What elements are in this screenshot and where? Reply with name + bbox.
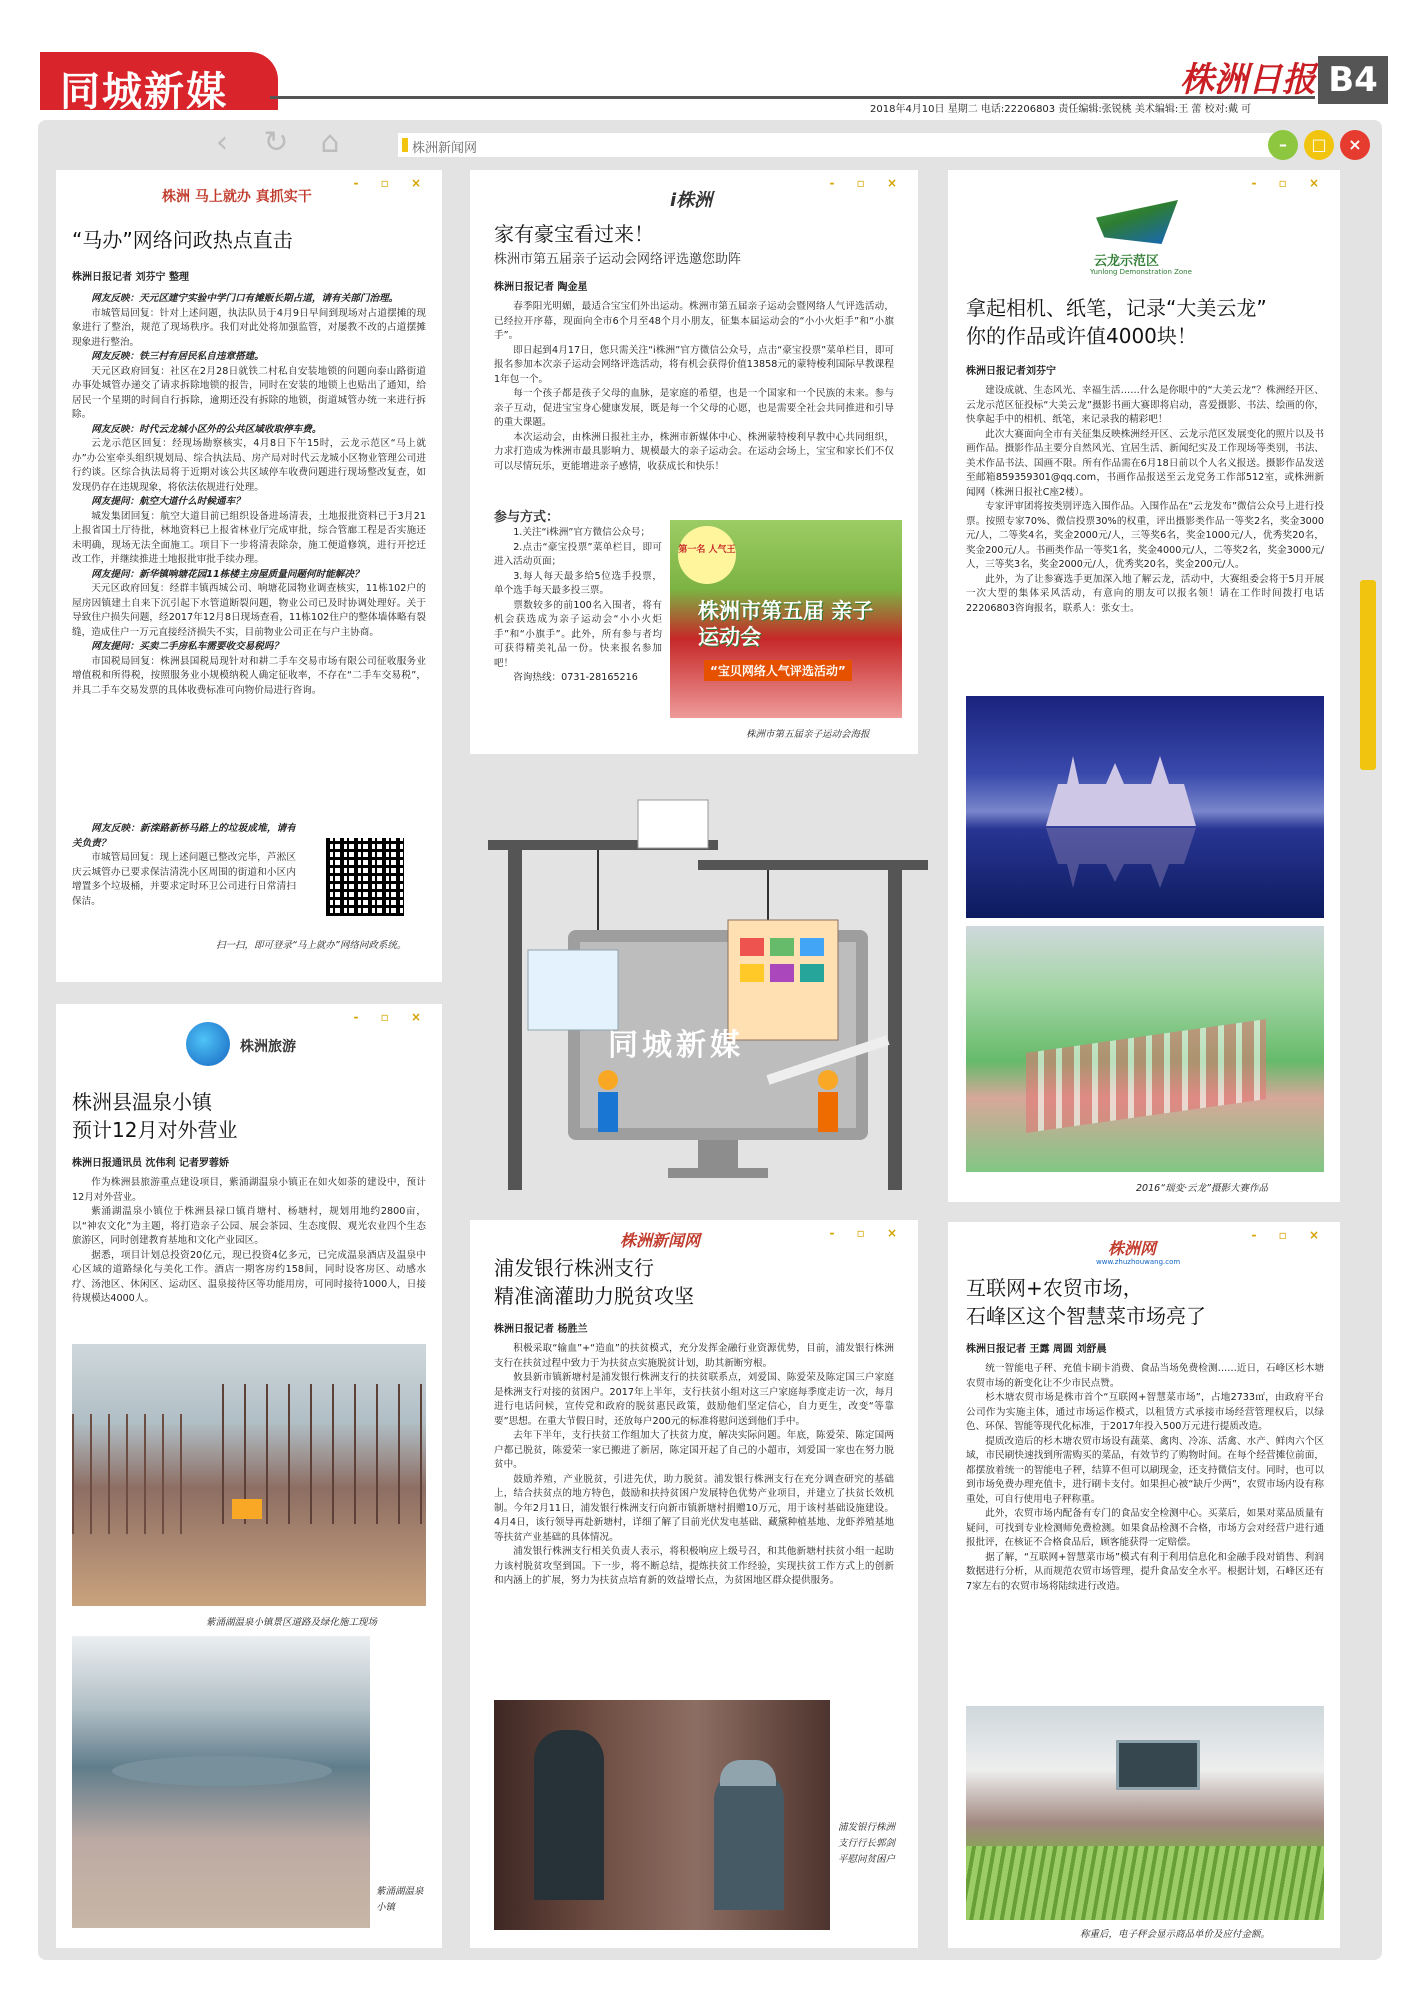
article-wangluo-wenzheng — [56, 170, 442, 982]
article-zhihui-caishichang — [948, 1222, 1340, 1948]
steps-list — [494, 526, 662, 742]
paragraph: 网友反映：天元区建宁实验中学门口有摊贩长期占道，请有关部门治理。 — [91, 293, 399, 304]
paragraph: 此外，为了让参赛选手更加深入地了解云龙，活动中，大赛组委会将于5月开展一次大型的集体采风活动，有意向的朋友可以报名领！请在工作时间拨打电话22206803咨询报名，联系人：张女士。 — [966, 573, 1324, 614]
paragraph: 作为株洲县旅游重点建设项目，紫涌湖温泉小镇正在如火如荼的建设中，预计12月对外营业。 — [72, 1177, 426, 1203]
column-logo: 株洲旅游 — [240, 1039, 296, 1055]
event-poster — [670, 520, 902, 718]
paragraph: 天元区政府回复：经群丰镇西城公司、响塘花园物业调查核实，11栋102户的屋房因镇建土自来下沉引起下水管道断裂问题，物业公司已及时协调处理好。关于导致住户损失问题，经2017年12月8日现场查看，11栋102住户的整体墙体略有裂缝，造成住户一万元直接经济损失不实，目前物业公司正在与户主协商。 — [72, 583, 426, 638]
paragraph: 此外，农贸市场内配备有专门的食品安全检测中心。买菜后，如果对菜品质量有疑问，可找到专业检测师免费检测。如果食品检测不合格，市场方会对经营户进行通报批评，在核证不合格食品后，顾客能获得一定赔偿。 — [966, 1508, 1324, 1548]
paragraph: 市城管局回复：针对上述问题，执法队员于4月9日早间到现场对占道摆摊的现象进行了整治，规范了现场秩序。我们对此处将加强监管，对屡教不改的占道摆摊现象进行整治。 — [72, 307, 426, 348]
column-logo: 株洲新闻网 — [620, 1231, 701, 1250]
paragraph: 据悉，项目计划总投资20亿元，现已投资4亿多元，已完成温泉酒店及温泉中心区域的道路绿化与美化工作。酒店一期客房约158间，同时设客房区、动感水疗、汤池区、休闲区、运动区、温泉接待区等功能用房，可同时接待1000人，日接待规模达4000人。 — [72, 1249, 426, 1304]
column-logo: i株洲 — [670, 190, 713, 211]
article-dameiyunlong — [948, 170, 1340, 1202]
castle-silhouette — [1046, 756, 1196, 826]
article-title-line2: 预计12月对外营业 — [72, 1118, 238, 1142]
article-byline: 株洲日报记者 刘芬宁 整理 — [72, 272, 189, 283]
article-body — [494, 300, 894, 500]
article-title: “马办”网络问政热点直击 — [72, 228, 293, 252]
panel-controls[interactable]: - ▫ × — [353, 1010, 430, 1024]
photo-caption: 浦发银行株洲支行行长郭剑平慰问贫困户 — [838, 1822, 896, 1865]
article-title: 株洲县温泉小镇 — [72, 1090, 212, 1114]
paragraph: 春季阳光明媚，最适合宝宝们外出运动。株洲市第五届亲子运动会暨网络人气评选活动，已经拉开序幕，现面向全市6个月至48个月小朋友，征集本届运动会的“小小火炬手”和“小旗手”。 — [494, 301, 894, 341]
paragraph: 票数较多的前100名入围者，将有机会获选成为亲子运动会“小小火炬手”和“小旗手”。此外，所有参与者均可获得精美礼品一份。快来报名参加吧！ — [494, 599, 662, 669]
globe-icon — [186, 1022, 230, 1066]
home-icon[interactable]: ⌂ — [320, 125, 340, 160]
page-number: B4 — [1318, 56, 1388, 104]
column-logo-en: Yunlong Demonstration Zone — [1090, 268, 1192, 276]
paragraph: 紫涌湖温泉小镇位于株洲县禄口镇肖塘村、杨塘村，规划用地约2800亩，以“神农文化”为主题，将打造亲子公园、展会茶园、生态度假、观光农业四个生态旅游区，同时创建教育基地和文化产业园区。 — [72, 1206, 426, 1246]
paragraph: 2.点击“豪宝投票”菜单栏目，即可进入活动页面； — [494, 541, 662, 567]
paragraph: 市城管局回复：现上述问题已整改完毕，芦淞区庆云城管办已要求保洁清洗小区周围的街道和小区内增置多个垃圾桶，并要求定时环卫公司进行日常清扫保洁。 — [72, 852, 296, 907]
address-indicator — [402, 138, 408, 152]
paragraph: 网友反映：铁三村有居民私自违章搭建。 — [91, 351, 264, 362]
illustration-label: 同城新媒 — [608, 1028, 744, 1063]
article-title: 浦发银行株洲支行 — [494, 1256, 654, 1280]
town-aerial-photo — [966, 926, 1324, 1172]
scale-display — [1116, 1740, 1200, 1790]
crane-right-mast — [888, 870, 902, 1190]
article-byline: 株洲日报记者 杨胜兰 — [494, 1324, 588, 1335]
vegetables — [966, 1846, 1324, 1920]
worker-left — [598, 1070, 618, 1090]
poster-title: 株洲市第五届 亲子运动会 — [698, 599, 874, 649]
column-logo: 株洲网 — [1108, 1239, 1157, 1258]
article-title: 互联网+农贸市场， — [966, 1276, 1143, 1300]
window-card-left — [528, 950, 618, 1030]
article-body — [72, 292, 426, 822]
maximize-button[interactable]: □ — [1304, 130, 1334, 160]
rooftops — [1026, 1019, 1266, 1133]
panel-controls[interactable]: - ▫ × — [1251, 176, 1328, 190]
chevron-left-icon[interactable]: ‹ — [216, 125, 228, 160]
paragraph: 1.关注“i株洲”官方微信公众号； — [513, 527, 651, 538]
article-byline: 株洲日报通讯员 沈伟利 记者罗蓉娇 — [72, 1158, 229, 1169]
poverty-visit-photo — [494, 1700, 830, 1930]
photo-caption: 紫涌湖温泉小镇景区道路及绿化施工现场 — [206, 1617, 378, 1628]
paragraph: 市国税局回复：株洲县国税局现针对和耕二手车交易市场有限公司征收服务业增值税和所得税，按照服务业小规模纳税人确定征收率，不存在“二手车交易税”，并具二手车交易发票的具体收费标准可向物价局进行咨询。 — [72, 655, 426, 696]
article-body-tail — [72, 822, 296, 934]
article-byline: 株洲日报记者刘芬宁 — [966, 366, 1056, 377]
paragraph: 天元区政府回复：社区在2月28日就铁二村私自安装地锁的问题向泰山路街道办事处城管办递交了请求拆除地锁的报告，同时在安装的地锁上也贴出了通知，给居民一个星期的时间自行拆除，逾期还没有拆除的地锁，街道城管办统一来进行拆除。 — [72, 365, 426, 420]
article-byline: 株洲日报记者 王露 周圆 刘舒晨 — [966, 1344, 1107, 1355]
column-logo: 云龙示范区 — [1094, 254, 1160, 269]
article-title: 家有豪宝看过来！ — [494, 222, 654, 246]
market-scale-photo — [966, 1706, 1324, 1920]
paragraph: 提质改造后的杉木塘农贸市场设有蔬菜、禽肉、冷冻、活禽、水产、鲜肉六个区域，市民刷快速找到所需购买的菜品，有效节约了购物时间。在每个经营摊位前面，都摆放着统一的智能电子秤，结算不但可以刷现金，还支持微信支付。同时，也可以到市场免费办理充值卡，进行刷卡支付。如果担心被“缺斤少两”，农贸市场内设有称重处，可自行使用电子秤称重。 — [966, 1435, 1324, 1505]
paragraph: 本次运动会，由株洲日报社主办，株洲市新媒体中心、株洲蒙特梭利早教中心共同组织，力求打造成为株洲市最具影响力、规模最大的亲子运动会。在运动会场上，宝宝和家长们不仅可以尽情玩乐，更能增进亲子感情，收获成长和快乐！ — [494, 431, 894, 472]
panel-controls[interactable]: - ▫ × — [353, 176, 430, 190]
article-title-line2: 石峰区这个智慧菜市场亮了 — [966, 1304, 1206, 1328]
paragraph: 每一个孩子都是孩子父母的血脉，是家庭的希望，也是一个国家和一个民族的未来。参与亲子互动，促进宝宝身心健康发展，既是每一个父母的心愿，也是需要全社会共同推进和引导的重大课题。 — [494, 388, 894, 428]
address-text: 株洲新闻网 — [412, 141, 478, 156]
person-right — [714, 1770, 784, 1910]
section-title: 同城新媒 — [60, 69, 228, 115]
crane-right-jib — [698, 860, 928, 870]
section-tab — [40, 52, 278, 115]
yunlong-logo-icon — [1096, 200, 1178, 244]
excavator — [232, 1499, 262, 1519]
qr-caption: 扫一扫，即可登录“马上就办”网络问政系统。 — [216, 940, 407, 951]
paragraph: 浦发银行株洲支行相关负责人表示，将积极响应上级号召，和其他新塘村扶贫小组一起助力该村脱贫攻坚到国。下一步，将不断总结，提炼扶贫工作经验，实现扶贫工作方式上的创新和内涵上的扩展，努力为扶贫点培育新的效益增长点，为贫困地区群众提供服务。 — [494, 1546, 894, 1586]
castle-reflection — [1046, 828, 1196, 888]
hanging-card — [638, 800, 708, 848]
article-body — [966, 384, 1324, 704]
paragraph: 即日起到4月17日，您只需关注“i株洲”官方微信公众号，点击“豪宝投票”菜单栏目，即可报名参加本次亲子运动会网络评选活动，将有机会获得价值13858元的蒙特梭利国际早教课程1年包一个。 — [494, 344, 894, 385]
article-title-line2: 精准滴灌助力脱贫攻坚 — [494, 1284, 694, 1308]
photo-caption: 称重后，电子秤会显示商品单价及应付金额。 — [1080, 1929, 1271, 1940]
photo-caption-2: 紫涌湖温泉小镇 — [376, 1886, 424, 1913]
paragraph: 建设成就、生态风光、幸福生活……什么是你眼中的“大美云龙”？株洲经开区、云龙示范区征投标“大美云龙”摄影书画大赛即将启动，喜爱摄影、书法、绘画的你，快拿起手中的相机、纸笔，来记录我的精彩吧！ — [966, 385, 1324, 425]
paragraph: 去年下半年，支行扶贫工作组加大了扶贫力度，解决实际问题。年底，陈爱荣、陈定国两户都已脱贫，陈爱荣一家已搬进了新居，陈定国开起了自己的小超市，刘爱国一家也在努力脱贫中。 — [494, 1430, 894, 1470]
photo-caption: 2016“瑞变·云龙”摄影大赛作品 — [1136, 1183, 1269, 1194]
article-body — [494, 1342, 894, 1692]
paragraph: 网友反映：时代云龙城小区外的公共区域收取停车费。 — [91, 423, 322, 435]
steps-title: 参与方式： — [494, 510, 560, 525]
paragraph: 专家评审团将按类别评选入围作品。入围作品在“云龙发布”微信公众号上进行投票。按照专家70%、微信投票30%的权重，评出摄影类作品一等奖2名，奖金3000元/人，二等奖4名，奖金2000元/人，三等奖6名，奖金1000元/人，优秀奖20名，奖金200元/人。书画类作品一等奖1名，奖金4000元/人，二等奖2名，奖金3000元/人，三等奖3名，奖金2000元/人，优秀奖20名，奖金200元/人。 — [966, 501, 1324, 570]
poster-tag: 第一名 人气王 — [678, 526, 736, 584]
paragraph: 网友提问：买卖二手房私车需要收交易税吗？ — [91, 641, 284, 652]
header-rule — [270, 96, 1315, 99]
lake — [112, 1756, 332, 1786]
crane-left-mast — [508, 850, 522, 1190]
article-pufa-bank — [470, 1220, 918, 1948]
article-wenquan-xiaozhen — [56, 1004, 442, 1948]
address-bar[interactable] — [398, 133, 1276, 157]
minimize-button[interactable]: – — [1268, 130, 1298, 160]
construction-photo — [72, 1344, 426, 1606]
article-qinzi-yundonghui — [470, 170, 918, 754]
paragraph: 积极采取“输血”+“造血”的扶贫模式，充分发挥金融行业资源优势，目前，浦发银行株洲支行在扶贫过程中致力于为扶贫点实施脱贫计划，助其新断穷根。 — [494, 1343, 894, 1369]
paragraph: 攸县新市镇新塘村是浦发银行株洲支行的扶贫联系点，刘爱国、陈爱荣及陈定国三户家庭是株洲支行对接的贫困户。2017年上半年，支行扶贫小组对这三户家庭每季度走访一次，每月进行电话问候，宣传党和政府的脱贫惠民政策，鼓励他们坚定信心，自力更生，改变“等靠要”思想。在重大节假日时，还放每户200元的标准将慰问送到他们手中。 — [494, 1372, 894, 1427]
paragraph: 统一智能电子秤、充值卡刷卡消费、食品当场免费检测……近日，石峰区杉木塘农贸市场的新变化让不少市民点赞。 — [966, 1363, 1324, 1389]
new-media-illustration — [468, 780, 954, 1200]
person-left — [534, 1730, 604, 1900]
castle-photo — [966, 696, 1324, 918]
paragraph: 网友反映：新滦路新桥马路上的垃圾成堆，请有关负责？ — [72, 823, 296, 849]
article-subtitle: 株洲市第五届亲子运动会网络评选邀您助阵 — [494, 252, 742, 267]
paragraph: 网友提问：航空大道什么时候通车？ — [91, 496, 245, 507]
column-logo: 株洲 马上就办 真抓实干 — [162, 189, 312, 205]
refresh-icon[interactable]: ↻ — [263, 125, 289, 160]
paragraph: 城发集团回复：航空大道目前已组织设备进场清表，土地报批资料已于3月21上报省国土厅待批，林地资料已上报省林业厅完成审批，综合管廊工程是否实施还未明确，现场无法全面施工。项目下一步将清表除杂，施工便道修筑，进行开挖迁改工作，并继续推进土地报批审批手续办理。 — [72, 510, 426, 565]
qr-code[interactable] — [326, 838, 404, 916]
worker-right — [818, 1070, 838, 1090]
headscarf — [720, 1760, 776, 1786]
panel-controls[interactable]: - ▫ × — [1251, 1228, 1328, 1242]
masthead — [0, 0, 1420, 115]
article-body — [72, 1176, 426, 1336]
paragraph: 网友提问：新华镇响塘花园11栋楼主房屋质量问题何时能解决？ — [91, 568, 364, 580]
article-byline: 株洲日报记者 陶金星 — [494, 282, 588, 293]
paragraph: 咨询热线：0731-28165216 — [513, 672, 638, 683]
paragraph: 据了解，“互联网+智慧菜市场”模式有利于利用信息化和金融手段对销售、利润数据进行分析，从而规范农贸市场管理，提升食品安全水平。根据计划，石峰区还有7家左右的农贸市场将陆续进行改造。 — [966, 1551, 1324, 1592]
scrollbar[interactable] — [1360, 580, 1376, 770]
poster-caption: 株洲市第五届亲子运动会海报 — [746, 729, 870, 740]
column-logo-sub: www.zhuzhouwang.com — [1096, 1258, 1181, 1266]
paragraph: 云龙示范区回复：经现场勘察核实，4月8日下午15时，云龙示范区“马上就办”办公室牵头组织规划局、综合执法局、房产局对时代云龙城小区物业管理公司进行约谈。区综合执法局将于近期对该公共区域停车收费问题进行现场整改复查，如发现仍存在违规现象，将依法依规进行处理。 — [72, 438, 426, 493]
paragraph: 3.每人每天最多给5位选手投票，单个选手每天最多投三票。 — [494, 570, 662, 596]
paragraph: 此次大赛面向全市有关征集反映株洲经开区、云龙示范区发展变化的照片以及书画作品。摄影作品主要分自然风光、宜居生活、新闻纪实及工作现场等类别，书法、美术作品书法、国画不限。所有作品需在6月18日前以个人名义报送。摄影作品发送至邮箱859359301@qq.com，书画作品报送至云龙党务工作部512室，或株洲新闻网（株洲日报社C座2楼）。 — [966, 428, 1324, 498]
dateline: 2018年4月10日 星期二 电话:22206803 责任编辑:张锐桃 美术编辑:王 蕾 校对:戴 可 — [870, 104, 1252, 115]
panel-controls[interactable]: - ▫ × — [829, 1226, 906, 1240]
trees-left — [72, 1414, 182, 1534]
article-body — [966, 1362, 1324, 1702]
panel-controls[interactable]: - ▫ × — [829, 176, 906, 190]
article-title: 拿起相机、纸笔，记录“大美云龙” — [966, 296, 1267, 320]
paper-logo: 株洲日报 — [1180, 60, 1316, 100]
illustration-svg — [468, 780, 954, 1200]
close-button[interactable]: × — [1340, 130, 1370, 160]
resort-photo — [72, 1636, 370, 1928]
article-title-line2: 你的作品或许值4000块！ — [966, 324, 1197, 348]
poster-subtitle: “宝贝网络人气评选活动” — [704, 660, 852, 681]
paragraph: 鼓励养殖，产业脱贫，引进先伏，助力脱贫。浦发银行株洲支行在充分调查研究的基础上，结合扶贫点的地方特色，鼓励和扶持贫困户发展特色优势产业项目，并建立了扶贫长效机制。今年2月11日，浦发银行株洲支行向新市镇新塘村捐赠10万元，用于该村基础设施建设。4月4日，该行领导再赴新塘村，详细了解了目前光伏发电基础、藏黛种植基地、龙虾养殖基地等扶贫产业基础的具体情况。 — [494, 1473, 894, 1543]
paragraph: 杉木塘农贸市场是株市首个“互联网+智慧菜市场”，占地2733㎡，由政府平台公司作为实施主体，通过市场运作模式，以租赁方式承接市场经营管理权后，以绿色、环保、智能等现代化标准，于2017年投入500万元进行提质改造。 — [966, 1392, 1324, 1432]
